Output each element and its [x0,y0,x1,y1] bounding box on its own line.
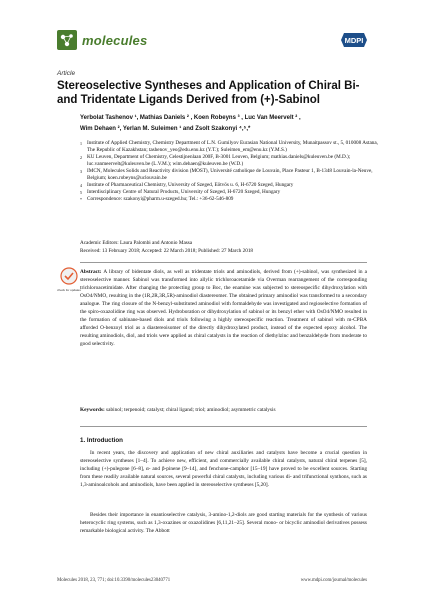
journal-logo [57,30,147,50]
keywords-label: Keywords: [80,407,105,413]
affiliation-text: Institute of Pharmaceutical Chemistry, University of Szeged, Eötvös u. 6, H-6720 Szeged, Hungary [87,182,294,188]
author-line: Yerbolat Tashenov ¹, Mathias Daniels ² , Koen Robeyns ³ , Luc Van Meervelt ² , [80,115,301,121]
keywords [80,406,367,414]
affiliation-item [80,189,380,196]
section-heading: 1. Introduction [80,437,123,444]
divider [80,426,367,427]
publication-meta [80,240,253,255]
affiliation-text: Institute of Applied Chemistry, Chemistry Department of L.N. Gumilyov Eurasian National University, Munaitpassov st., 5, 010008 Astana, The Republic of Kazakhstan; tashenov_yeo@edu.enu.kz (Y.T.); Suleimen_em@enu.kz (Y.M.S.) [87,140,378,153]
body-paragraph: Besides their importance in enantioselective catalysis, 3-amino-1,2-diols are good starting materials for the synthesis of various heterocyclic ring systems, such as 1,3-oxazines or oxazolidines [6,11,21–25]. Several mono- or bicyclic aminodiol derivatives possess remarkable biological activity. The Abbott [80,512,367,535]
affiliation-item [80,182,380,189]
abstract-label: Abstract: [80,269,102,275]
affiliation-number: 5 [80,190,82,195]
affiliation-item [80,196,380,203]
affiliation-number: 1 [80,141,82,146]
affiliation-text: Interdisciplinary Centre of Natural Products, University of Szeged, H-6720 Szeged, Hungary [87,189,281,195]
affiliation-item [80,168,380,182]
check-updates-label: check for updates [57,288,81,292]
divider [80,262,367,263]
affiliation-item [80,140,380,154]
affiliation-text: Correspondence: szakonyi@pharm.u-szeged.hu; Tel.: +36-62-546-809 [87,196,234,202]
publication-dates: Received: 13 February 2018; Accepted: 22 March 2018; Published: 27 March 2018 [80,247,254,254]
affiliations [80,140,380,203]
check-for-updates-badge[interactable] [57,266,81,296]
affiliation-number: 3 [80,169,82,174]
abstract-text: A library of bidentate diols, as well as tridentate triols and aminodiols, derived from (+)-sabinol, was synthesized in a stereoselective manner. Sabinol was transformed into allylic trichloroacetamide via Overman rearrangement of the corresponding trichloroacetimidate. After changing the protecting group to Boc, the enamine was subjected to stereospecific dihydroxylation with OsO4/NMO, resulting in the (1R,2R,3R,5R)-aminodiol diastereomer. The obtained primary aminodiol was transformed to a secondary analogue. The ring closure of the N-benzyl-substituted aminodiol with formaldehyde was investigated and regioselective formation of the spiro-oxazolidine ring was observed. Hydroboration or dihydroxylation of sabinol or its benzyl ether with OsO4/NMO resulted in the formation of sabinane-based diols and triols following a highly stereospecific reaction. Treatment of sabinol with m-CPBA afforded O-benzoyl triol as a diastereoisomer of the directly dihydroxylated product, instead of the expected epoxy alcohol. The resulting aminodiols, diol, and triols were applied as chiral catalysts in the reaction of diethylzinc and benzaldehyde from moderate to good selectivity. [80,269,367,347]
affiliation-text: KU Leuven, Department of Chemistry, Celestijnenlaan 200F, B-3001 Leuven, Belgium; mathias.daniels@kuleuven.be (M.D.); luc.vanmeervelt@kuleuven.be (L.V.M.); wim.dehaen@kuleuven.be (W.D.) [87,154,351,167]
article-type: Article [57,70,76,77]
affiliation-text: IMCN, Molecules Solids and Reactivity division (MOST), Université catholique de Louvain, Place Pasteur 1, B-1348 Louvain-la-Neuve, Belgium; koen.robeyns@uclouvain.be [87,168,373,181]
paper-title: Stereoselective Syntheses and Application of Chiral Bi- and Tridentate Ligands Derived from (+)-Sabinol [57,80,360,106]
molecules-logo-icon [57,30,77,50]
affiliation-number: 2 [80,155,82,160]
author-list [80,113,380,135]
affiliation-number: * [80,197,82,202]
keywords-text: sabinol; terpenoid; catalyst; chiral ligand; triol; aminodiol; asymmetric catalysis [106,407,276,413]
footer-url[interactable]: www.mdpi.com/journal/molecules [300,578,367,583]
affiliation-number: 4 [80,183,82,188]
body-paragraph: In recent years, the discovery and application of new chiral auxiliaries and catalysts have become a crucial question in stereoselective syntheses [1–4]. To achieve new, efficient, and commercially available chiral catalysts, natural chiral terpenes [5], including (+)-pulegone [6–8], α- and β-pinene [9–14], and fenchone-camphor [15–19] have proved to be excellent sources. Starting from these readily available natural sources, several powerful chiral catalysts, including various di- and trifunctional synthons, such as 1,3-aminoalcohols and aminodiols, have been applied in stereoselective syntheses [5,20]. [80,450,367,489]
affiliation-item [80,154,380,168]
academic-editors: Academic Editors: Laura Palombi and Antonio Massa [80,240,193,246]
mdpi-logo-icon [341,33,367,47]
publisher-name: MDPI [344,36,364,45]
abstract [80,268,367,348]
journal-name: molecules [82,32,148,48]
footer-citation: Molecules 2018, 23, 771; doi:10.3390/molecules23040771 [57,578,171,583]
author-line: Wim Dehaen ², Yerlan M. Suleimen ¹ and Zsolt Szakonyi ⁴,⁵,* [80,126,251,132]
